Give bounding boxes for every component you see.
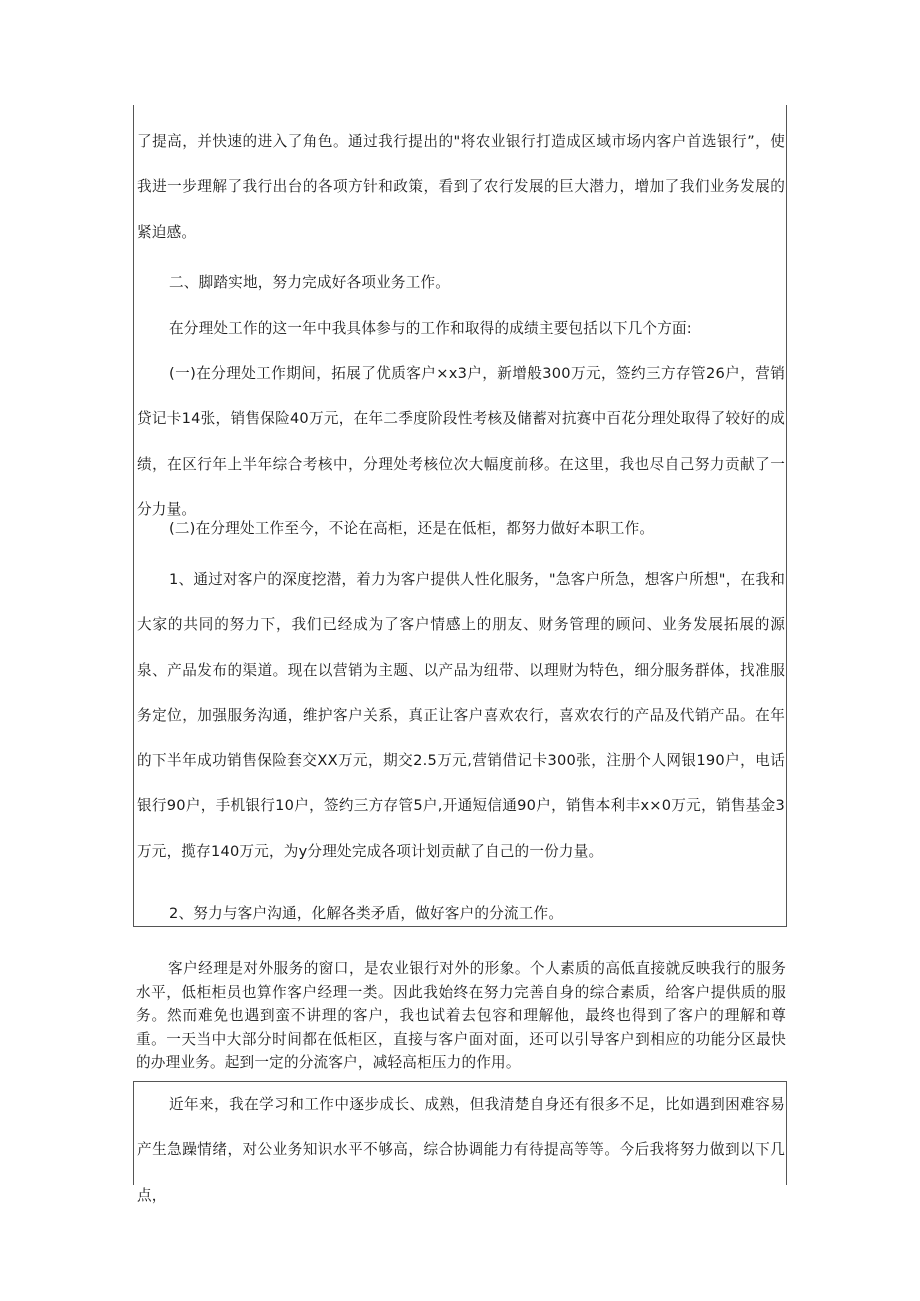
paragraph-customer-manager: 客户经理是对外服务的窗口，是农业银行对外的形象。个人素质的高低直接就反映我行的服务水平，低柜柜员也算作客户经理一类。因此我始终在努力完善自身的综合素质，给客户提供质的服务。然而难免也遇到蛮不讲理的客户，我也试着去包容和理解他，最终也得到了客户的理解和尊重。一天当中大部分时间都在低柜区，直接与客户面对面，还可以引导客户到相应的功能分区最快的办理业务。起到一定的分流客户，减轻高柜压力的作用。	[136, 960, 786, 1072]
paragraph-achievement-two: (二)在分理处工作至今，不论在高柜，还是在低柜，都努力做好本职工作。	[169, 520, 655, 537]
bottom-text-frame	[133, 1081, 787, 1204]
paragraph-achievement-one: (一)在分理处工作期间，拓展了优质客户×x3户，新增般300万元，签约三方存管26户，营销贷记卡14张，销售保险40万元，在年二季度阶段性考核及储蓄对抗赛中百花分理处取得了较好的成绩，在区行年上半年综合考核中，分理处考核位次大幅度前移。在这里，我也尽自己努力贡献了一分力量。	[137, 365, 785, 518]
top-text-frame	[133, 105, 787, 927]
heading-business-work: 二、脚踏实地，努力完成好各项业务工作。	[169, 274, 451, 291]
paragraph-customer-communication: 2、努力与客户沟通，化解各类矛盾，做好客户的分流工作。	[169, 905, 564, 922]
paragraph-role-understanding: 了提高，并快速的进入了角色。通过我行提出的"将农业银行打造成区域市场内客户首选银行”，使我进一步理解了我行出台的各项方针和政策，看到了农行发展的巨大潜力，增加了我们业务发展的紧迫感。	[137, 133, 785, 241]
paragraph-achievements-intro: 在分理处工作的这一年中我具体参与的工作和取得的成绩主要包括以下几个方面:	[169, 320, 692, 337]
paragraph-customer-service: 1、通过对客户的深度挖潜，着力为客户提供人性化服务，"急客户所急，想客户所想"，在我和大家的共同的努力下，我们已经成为了客户情感上的朋友、财务管理的顾问、业务发展拓展的源泉、产品发布的渠道。现在以营销为主题、以产品为纽带、以理财为特色，细分服务群体，找准服务定位，加强服务沟通，维护客户关系，真正让客户喜欢农行，喜欢农行的产品及代销产品。在年的下半年成功销售保险套交XX万元，期交2.5万元,营销借记卡300张，注册个人网银190户，电话银行90户，手机银行10户，签约三方存管5户,开通短信通90户，销售本利丰x×0万元，销售基金3万元，揽存140万元，为y分理处完成各项计划贡献了自己的一份力量。	[137, 571, 785, 860]
paragraph-self-assessment: 近年来，我在学习和工作中逐步成长、成熟，但我清楚自身还有很多不足，比如遇到困难容易产生急躁情绪，对公业务知识水平不够高，综合协调能力有待提高等等。今后我将努力做到以下几点，	[137, 1096, 785, 1204]
